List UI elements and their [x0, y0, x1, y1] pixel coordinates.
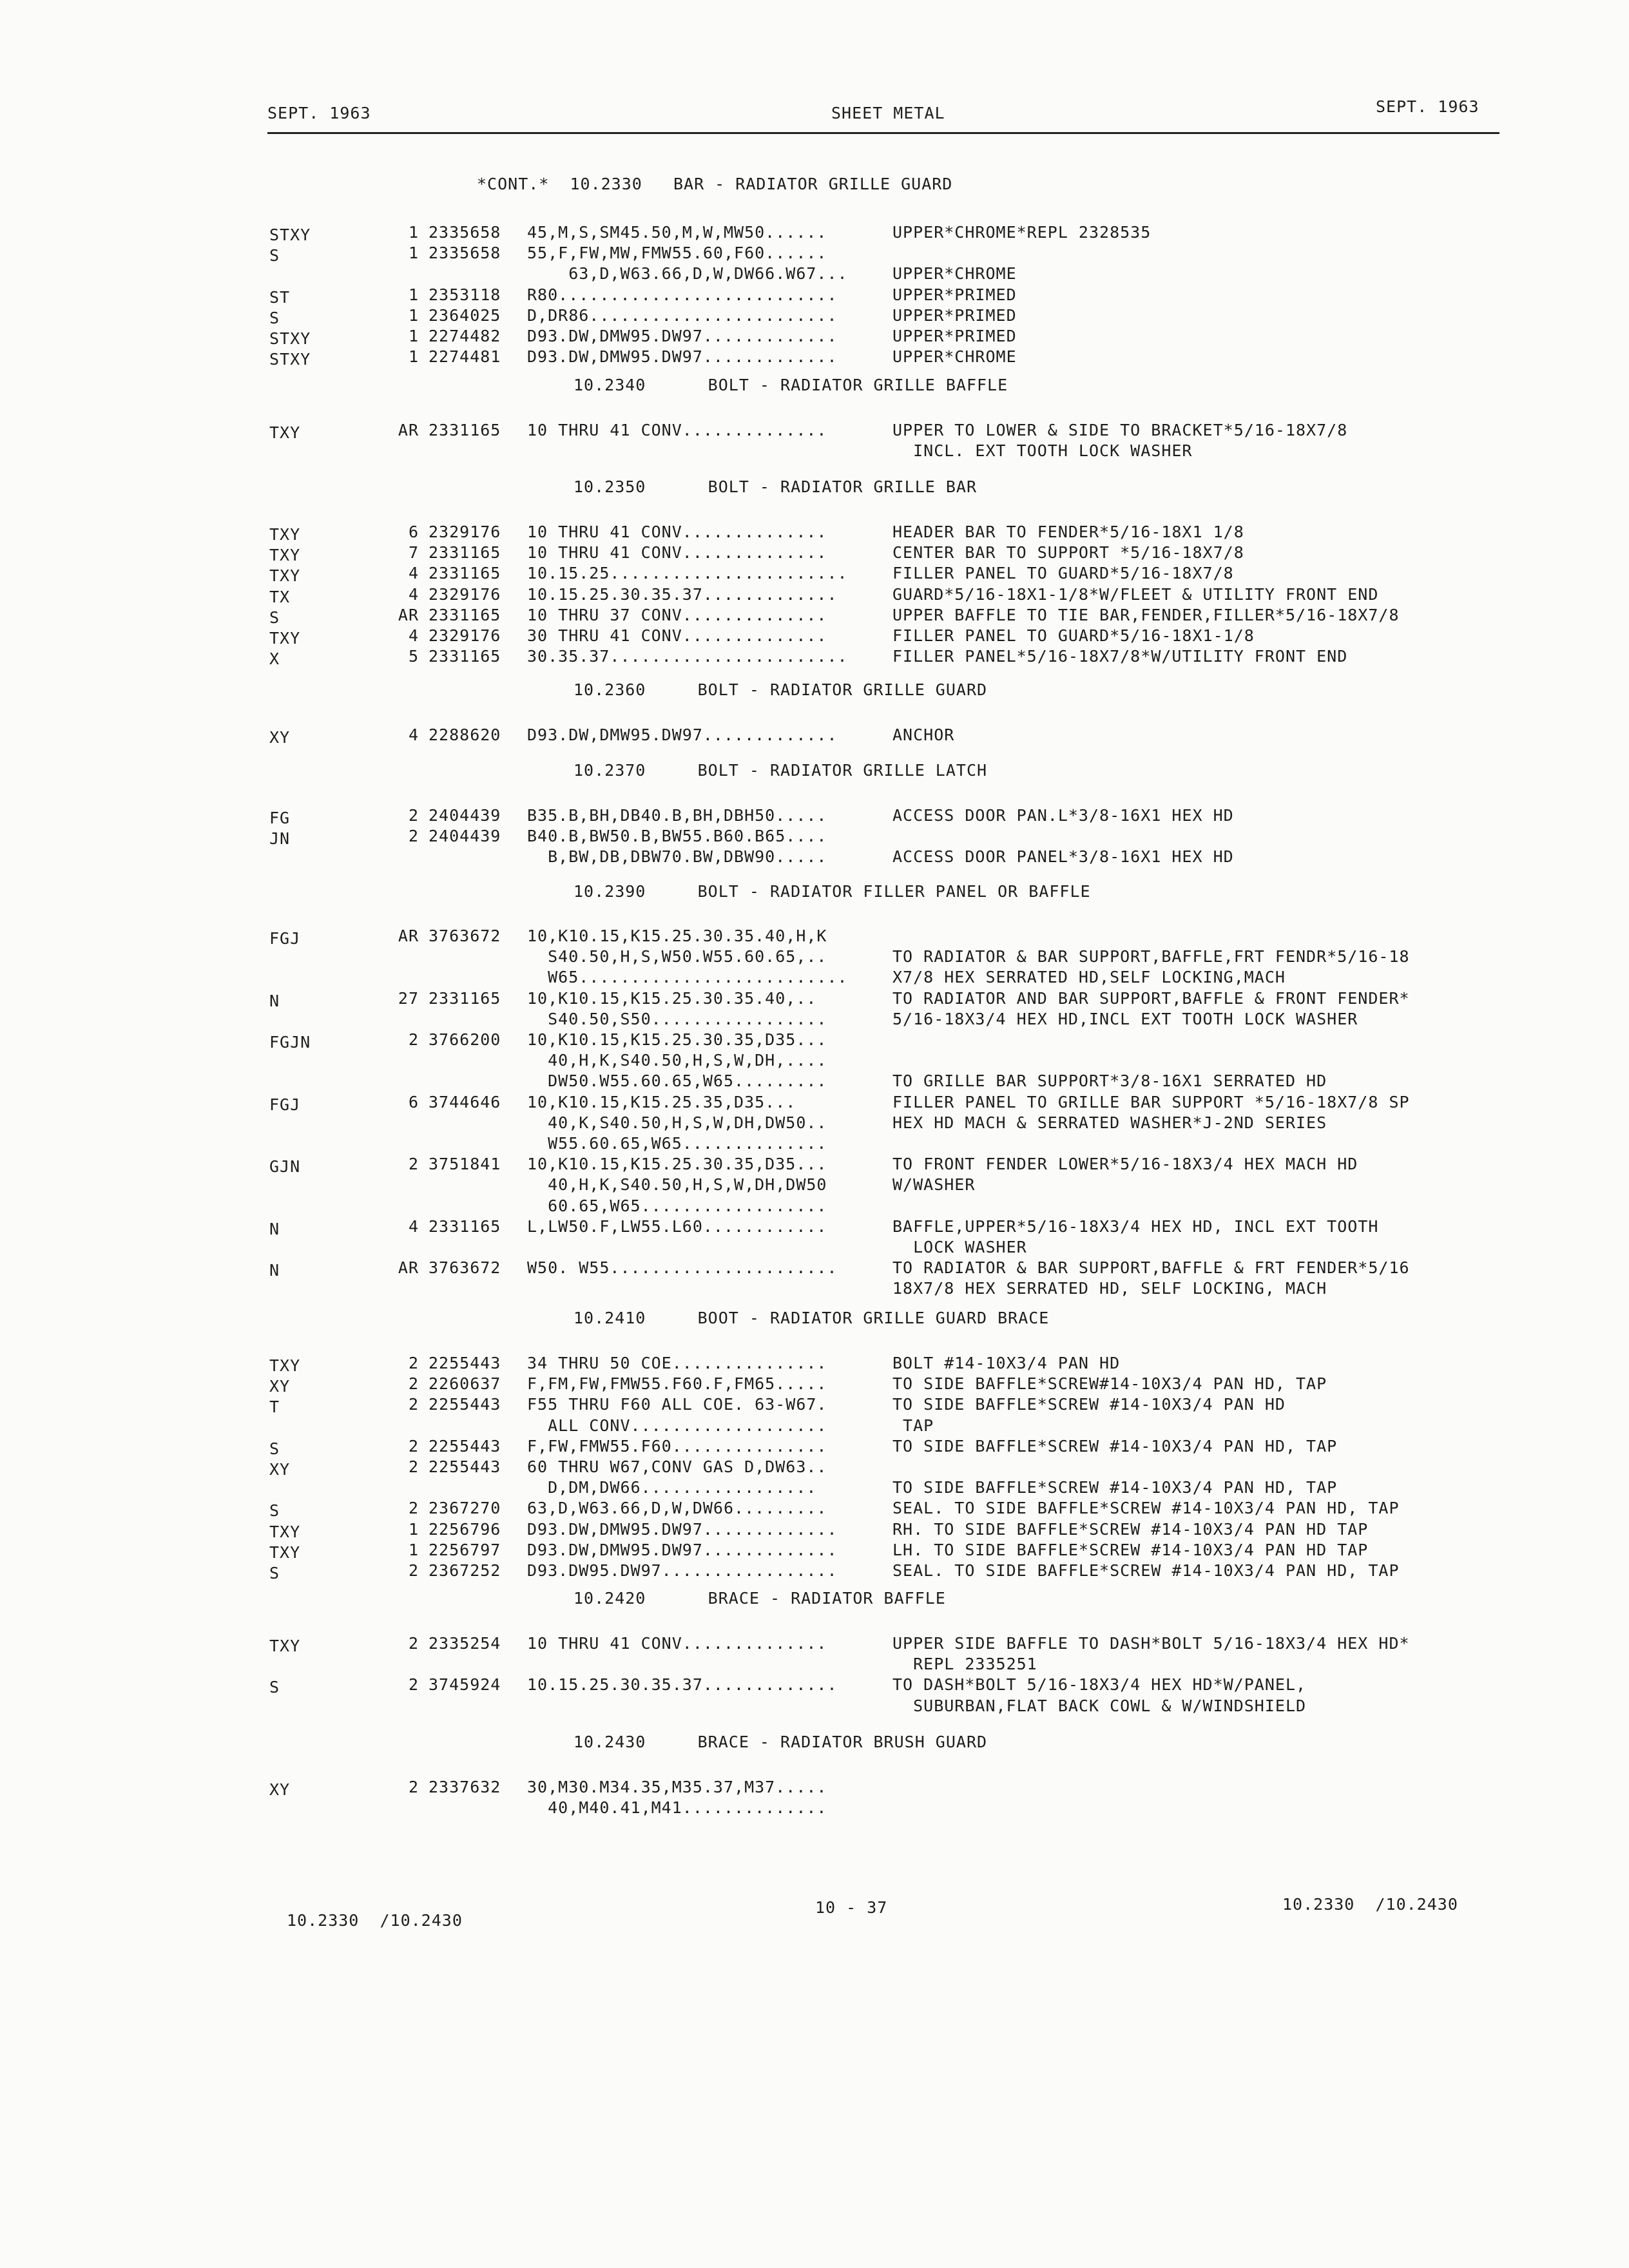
row-description: UPPER TO LOWER & SIDE TO BRACKET*5/16-18X7/8 — [892, 421, 1348, 439]
row-part-number: 2260637 — [429, 1374, 501, 1393]
row-description: SEAL. TO SIDE BAFFLE*SCREW #14-10X3/4 PAN HD, TAP — [892, 1561, 1400, 1580]
row-models: 30 THRU 41 CONV.............. — [527, 626, 827, 645]
row-models: 10,K10.15,K15.25.35,D35... — [527, 1093, 796, 1111]
row-models: D93.DW,DMW95.DW97............. — [527, 726, 838, 744]
row-quantity: 2 — [408, 1634, 419, 1653]
row-quantity: 2 — [408, 806, 419, 825]
row-quantity: AR — [398, 927, 419, 945]
row-quantity: 4 — [408, 1217, 419, 1236]
row-part-number: 2274481 — [429, 347, 501, 366]
row-description: INCL. EXT TOOTH LOCK WASHER — [892, 441, 1193, 460]
row-description: UPPER*CHROME*REPL 2328535 — [892, 223, 1152, 242]
row-models: D,DM,DW66................. — [527, 1478, 817, 1497]
row-quantity: 4 — [408, 626, 419, 645]
row-models: F55 THRU F60 ALL COE. 63-W67. — [527, 1395, 827, 1414]
row-model-code: FGJ — [269, 1095, 301, 1114]
row-models: 10.15.25.30.35.37............. — [527, 585, 838, 604]
row-models: 10,K10.15,K15.25.30.35,D35... — [527, 1155, 827, 1173]
row-models: W50. W55...................... — [527, 1258, 838, 1277]
row-quantity: 6 — [408, 523, 419, 541]
row-quantity: 1 — [408, 223, 419, 242]
row-part-number: 2404439 — [429, 806, 501, 825]
row-models: F,FW,FMW55.F60............... — [527, 1437, 827, 1456]
section-title: 10.2350 BOLT - RADIATOR GRILLE BAR — [574, 477, 977, 496]
row-part-number: 2256796 — [429, 1520, 501, 1539]
row-model-code: FG — [269, 809, 291, 827]
row-models: 10,K10.15,K15.25.30.35.40,H,K — [527, 927, 827, 945]
row-description: CENTER BAR TO SUPPORT *5/16-18X7/8 — [892, 543, 1244, 562]
row-models: R80........................... — [527, 285, 838, 304]
row-model-code: XY — [269, 1377, 291, 1396]
row-models: 63,D,W63.66,D,W,DW66......... — [527, 1499, 827, 1517]
row-models: F,FM,FW,FMW55.F60.F,FM65..... — [527, 1374, 827, 1393]
row-model-code: T — [269, 1398, 280, 1416]
row-quantity: 5 — [408, 647, 419, 666]
row-quantity: 1 — [408, 1541, 419, 1559]
row-models: 40,H,K,S40.50,H,S,W,DH,DW50 — [527, 1175, 827, 1194]
row-quantity: 1 — [408, 1520, 419, 1539]
row-description: RH. TO SIDE BAFFLE*SCREW #14-10X3/4 PAN HD TAP — [892, 1520, 1369, 1539]
row-quantity: AR — [398, 421, 419, 439]
section-title: 10.2410 BOOT - RADIATOR GRILLE GUARD BRACE — [574, 1309, 1050, 1327]
row-part-number: 2331165 — [429, 606, 501, 624]
row-models: 10 THRU 41 CONV.............. — [527, 523, 827, 541]
row-description: REPL 2335251 — [892, 1655, 1037, 1673]
row-model-code: N — [269, 1261, 280, 1280]
row-part-number: 2255443 — [429, 1457, 501, 1476]
row-quantity: 27 — [398, 989, 419, 1008]
row-part-number: 2353118 — [429, 285, 501, 304]
row-models: 10 THRU 37 CONV.............. — [527, 606, 827, 624]
row-models: 40,K,S40.50,H,S,W,DH,DW50.. — [527, 1113, 827, 1132]
row-models: 10 THRU 41 CONV.............. — [527, 421, 827, 439]
row-description: GUARD*5/16-18X1-1/8*W/FLEET & UTILITY FRONT END — [892, 585, 1379, 604]
row-description: TO RADIATOR AND BAR SUPPORT,BAFFLE & FRONT FENDER* — [892, 989, 1410, 1008]
row-models: 30.35.37....................... — [527, 647, 848, 666]
section-title: 10.2370 BOLT - RADIATOR GRILLE LATCH — [574, 761, 988, 780]
row-quantity: AR — [398, 1258, 419, 1277]
row-model-code: STXY — [269, 329, 311, 348]
footer-range-right: 10.2330 /10.2430 — [1282, 1895, 1458, 1914]
row-part-number: 3745924 — [429, 1675, 501, 1694]
row-part-number: 3751841 — [429, 1155, 501, 1173]
row-models: 55,F,FW,MW,FMW55.60,F60...... — [527, 244, 827, 262]
row-description: TO SIDE BAFFLE*SCREW #14-10X3/4 PAN HD, TAP — [892, 1437, 1338, 1456]
header-date-right: SEPT. 1963 — [1376, 97, 1480, 116]
row-part-number: 2335658 — [429, 223, 501, 242]
row-models: D,DR86........................ — [527, 306, 838, 325]
header-date-left: SEPT. 1963 — [267, 104, 371, 122]
row-part-number: 2367270 — [429, 1499, 501, 1517]
row-models: D93.DW,DMW95.DW97............. — [527, 1541, 838, 1559]
row-description: TO SIDE BAFFLE*SCREW#14-10X3/4 PAN HD, TAP — [892, 1374, 1327, 1393]
row-models: D93.DW,DMW95.DW97............. — [527, 347, 838, 366]
row-model-code: TX — [269, 588, 291, 606]
footer-range-left: 10.2330 /10.2430 — [287, 1911, 463, 1930]
row-part-number: 3766200 — [429, 1030, 501, 1049]
row-quantity: 4 — [408, 726, 419, 744]
row-model-code: S — [269, 1564, 280, 1582]
row-description: TO FRONT FENDER LOWER*5/16-18X3/4 HEX MACH HD — [892, 1155, 1358, 1173]
row-part-number: 2331165 — [429, 1217, 501, 1236]
row-quantity: 2 — [408, 1030, 419, 1049]
row-model-code: TXY — [269, 423, 301, 442]
row-quantity: 1 — [408, 306, 419, 325]
row-models: 10 THRU 41 CONV.............. — [527, 543, 827, 562]
row-part-number: 2335254 — [429, 1634, 501, 1653]
row-model-code: TXY — [269, 1523, 301, 1541]
row-model-code: TXY — [269, 1543, 301, 1562]
footer-page-number: 10 - 37 — [815, 1898, 888, 1917]
section-title: *CONT.* 10.2330 BAR - RADIATOR GRILLE GUARD — [477, 175, 953, 193]
row-models: W65.......................... — [527, 968, 848, 986]
row-models: 10,K10.15,K15.25.30.35,D35... — [527, 1030, 827, 1049]
row-part-number: 2288620 — [429, 726, 501, 744]
row-models: D93.DW,DMW95.DW97............. — [527, 327, 838, 345]
row-description: HEADER BAR TO FENDER*5/16-18X1 1/8 — [892, 523, 1244, 541]
row-description: SEAL. TO SIDE BAFFLE*SCREW #14-10X3/4 PAN HD, TAP — [892, 1499, 1400, 1517]
row-part-number: 2329176 — [429, 626, 501, 645]
row-description: BAFFLE,UPPER*5/16-18X3/4 HEX HD, INCL EXT TOOTH — [892, 1217, 1379, 1236]
row-model-code: S — [269, 1501, 280, 1520]
row-part-number: 2367252 — [429, 1561, 501, 1580]
row-quantity: 6 — [408, 1093, 419, 1111]
row-models: B,BW,DB,DBW70.BW,DBW90..... — [527, 847, 827, 866]
row-model-code: TXY — [269, 566, 301, 585]
row-models: B40.B,BW50.B,BW55.B60.B65.... — [527, 827, 827, 845]
row-description: X7/8 HEX SERRATED HD,SELF LOCKING,MACH — [892, 968, 1286, 986]
row-part-number: 2331165 — [429, 989, 501, 1008]
row-models: 45,M,S,SM45.50,M,W,MW50...... — [527, 223, 827, 242]
section-title: 10.2340 BOLT - RADIATOR GRILLE BAFFLE — [574, 376, 1008, 394]
row-part-number: 2364025 — [429, 306, 501, 325]
row-quantity: 2 — [408, 1499, 419, 1517]
row-description: FILLER PANEL TO GRILLE BAR SUPPORT *5/16-18X7/8 SP — [892, 1093, 1410, 1111]
row-models: 40,H,K,S40.50,H,S,W,DH,.... — [527, 1051, 827, 1070]
row-part-number: 2331165 — [429, 564, 501, 582]
row-quantity: 2 — [408, 1457, 419, 1476]
row-part-number: 3763672 — [429, 927, 501, 945]
row-description: UPPER*PRIMED — [892, 327, 1017, 345]
row-description: FILLER PANEL*5/16-18X7/8*W/UTILITY FRONT END — [892, 647, 1348, 666]
row-models: L,LW50.F,LW55.L60............ — [527, 1217, 827, 1236]
section-title: 10.2360 BOLT - RADIATOR GRILLE GUARD — [574, 680, 988, 699]
row-models: B35.B,BH,DB40.B,BH,DBH50..... — [527, 806, 827, 825]
row-part-number: 2337632 — [429, 1778, 501, 1796]
row-part-number: 2331165 — [429, 647, 501, 666]
row-part-number: 2329176 — [429, 523, 501, 541]
row-models: 30,M30.M34.35,M35.37,M37..... — [527, 1778, 827, 1796]
row-description: UPPER*PRIMED — [892, 285, 1017, 304]
row-description: ACCESS DOOR PANEL*3/8-16X1 HEX HD — [892, 847, 1234, 866]
row-quantity: 2 — [408, 1395, 419, 1414]
row-models: 10.15.25.30.35.37............. — [527, 1675, 838, 1694]
row-description: UPPER SIDE BAFFLE TO DASH*BOLT 5/16-18X3/4 HEX HD* — [892, 1634, 1410, 1653]
row-quantity: 1 — [408, 285, 419, 304]
row-quantity: 1 — [408, 327, 419, 345]
row-quantity: 2 — [408, 1778, 419, 1796]
row-description: W/WASHER — [892, 1175, 976, 1194]
row-description: ANCHOR — [892, 726, 955, 744]
row-part-number: 2255443 — [429, 1395, 501, 1414]
row-model-code: TXY — [269, 629, 301, 648]
row-quantity: 2 — [408, 1675, 419, 1694]
row-description: TO DASH*BOLT 5/16-18X3/4 HEX HD*W/PANEL, — [892, 1675, 1307, 1694]
row-description: TO GRILLE BAR SUPPORT*3/8-16X1 SERRATED HD — [892, 1072, 1327, 1090]
row-model-code: TXY — [269, 525, 301, 544]
section-title: 10.2430 BRACE - RADIATOR BRUSH GUARD — [574, 1733, 988, 1751]
row-description: UPPER*CHROME — [892, 264, 1017, 283]
row-models: S40.50,S50................. — [527, 1010, 827, 1028]
row-model-code: GJN — [269, 1157, 301, 1176]
row-model-code: TXY — [269, 1637, 301, 1655]
section-title: 10.2390 BOLT - RADIATOR FILLER PANEL OR BAFFLE — [574, 882, 1091, 901]
row-quantity: 2 — [408, 1354, 419, 1372]
row-description: UPPER*PRIMED — [892, 306, 1017, 325]
row-description: 5/16-18X3/4 HEX HD,INCL EXT TOOTH LOCK WASHER — [892, 1010, 1358, 1028]
row-model-code: N — [269, 992, 280, 1010]
row-description: UPPER*CHROME — [892, 347, 1017, 366]
row-quantity: 1 — [408, 347, 419, 366]
row-quantity: 4 — [408, 564, 419, 582]
row-description: UPPER BAFFLE TO TIE BAR,FENDER,FILLER*5/16-18X7/8 — [892, 606, 1400, 624]
row-quantity: 2 — [408, 1374, 419, 1393]
row-model-code: XY — [269, 728, 291, 747]
row-model-code: XY — [269, 1780, 291, 1799]
row-part-number: 2331165 — [429, 543, 501, 562]
row-model-code: S — [269, 608, 280, 627]
row-models: W55.60.65,W65.............. — [527, 1134, 827, 1153]
row-models: 60.65,W65.................. — [527, 1196, 827, 1215]
row-quantity: 2 — [408, 1561, 419, 1580]
row-description: LH. TO SIDE BAFFLE*SCREW #14-10X3/4 PAN HD TAP — [892, 1541, 1369, 1559]
row-model-code: S — [269, 1678, 280, 1696]
row-model-code: X — [269, 649, 280, 668]
row-models: 40,M40.41,M41.............. — [527, 1798, 827, 1817]
row-quantity: 2 — [408, 1155, 419, 1173]
row-model-code: FGJN — [269, 1033, 311, 1052]
row-part-number: 2404439 — [429, 827, 501, 845]
header-rule — [267, 132, 1499, 134]
row-models: 10,K10.15,K15.25.30.35.40,.. — [527, 989, 817, 1008]
row-model-code: FGJ — [269, 929, 301, 948]
row-part-number: 2329176 — [429, 585, 501, 604]
row-description: HEX HD MACH & SERRATED WASHER*J-2ND SERIES — [892, 1113, 1327, 1132]
header-title: SHEET METAL — [831, 104, 945, 122]
row-quantity: 2 — [408, 1437, 419, 1456]
row-models: DW50.W55.60.65,W65......... — [527, 1072, 827, 1090]
row-description: FILLER PANEL TO GUARD*5/16-18X1-1/8 — [892, 626, 1255, 645]
row-model-code: S — [269, 1439, 280, 1458]
row-models: ALL CONV................... — [527, 1416, 827, 1435]
row-description: SUBURBAN,FLAT BACK COWL & W/WINDSHIELD — [892, 1696, 1307, 1715]
row-quantity: 7 — [408, 543, 419, 562]
section-title: 10.2420 BRACE - RADIATOR BAFFLE — [574, 1589, 946, 1608]
row-part-number: 3744646 — [429, 1093, 501, 1111]
row-model-code: TXY — [269, 546, 301, 564]
row-model-code: STXY — [269, 350, 311, 369]
row-quantity: AR — [398, 606, 419, 624]
row-description: ACCESS DOOR PAN.L*3/8-16X1 HEX HD — [892, 806, 1234, 825]
row-part-number: 2274482 — [429, 327, 501, 345]
row-description: TO SIDE BAFFLE*SCREW #14-10X3/4 PAN HD — [892, 1395, 1286, 1414]
row-part-number: 2255443 — [429, 1437, 501, 1456]
row-models: 34 THRU 50 COE............... — [527, 1354, 827, 1372]
row-quantity: 2 — [408, 827, 419, 845]
row-model-code: S — [269, 246, 280, 265]
row-model-code: TXY — [269, 1356, 301, 1375]
row-description: BOLT #14-10X3/4 PAN HD — [892, 1354, 1121, 1372]
row-model-code: S — [269, 309, 280, 327]
row-model-code: JN — [269, 829, 291, 848]
row-description: TO RADIATOR & BAR SUPPORT,BAFFLE,FRT FENDR*5/16-18 — [892, 947, 1410, 966]
row-quantity: 1 — [408, 244, 419, 262]
row-model-code: ST — [269, 288, 291, 307]
row-quantity: 4 — [408, 585, 419, 604]
row-models: 60 THRU W67,CONV GAS D,DW63.. — [527, 1457, 827, 1476]
row-models: 10 THRU 41 CONV.............. — [527, 1634, 827, 1653]
row-description: TO SIDE BAFFLE*SCREW #14-10X3/4 PAN HD, TAP — [892, 1478, 1338, 1497]
row-models: 10.15.25....................... — [527, 564, 848, 582]
row-part-number: 2255443 — [429, 1354, 501, 1372]
row-description: TAP — [892, 1416, 934, 1435]
row-description: TO RADIATOR & BAR SUPPORT,BAFFLE & FRT FENDER*5/16 — [892, 1258, 1410, 1277]
row-part-number: 2335658 — [429, 244, 501, 262]
row-model-code: XY — [269, 1460, 291, 1479]
row-part-number: 2256797 — [429, 1541, 501, 1559]
row-models: 63,D,W63.66,D,W,DW66.W67... — [527, 264, 848, 283]
row-description: FILLER PANEL TO GUARD*5/16-18X7/8 — [892, 564, 1234, 582]
row-model-code: N — [269, 1220, 280, 1238]
row-part-number: 3763672 — [429, 1258, 501, 1277]
row-description: 18X7/8 HEX SERRATED HD, SELF LOCKING, MACH — [892, 1279, 1327, 1298]
row-description: LOCK WASHER — [892, 1238, 1027, 1256]
row-models: D93.DW,DMW95.DW97............. — [527, 1520, 838, 1539]
row-models: D93.DW95.DW97................. — [527, 1561, 838, 1580]
row-models: S40.50,H,S,W50.W55.60.65,.. — [527, 947, 827, 966]
row-part-number: 2331165 — [429, 421, 501, 439]
row-model-code: STXY — [269, 226, 311, 244]
